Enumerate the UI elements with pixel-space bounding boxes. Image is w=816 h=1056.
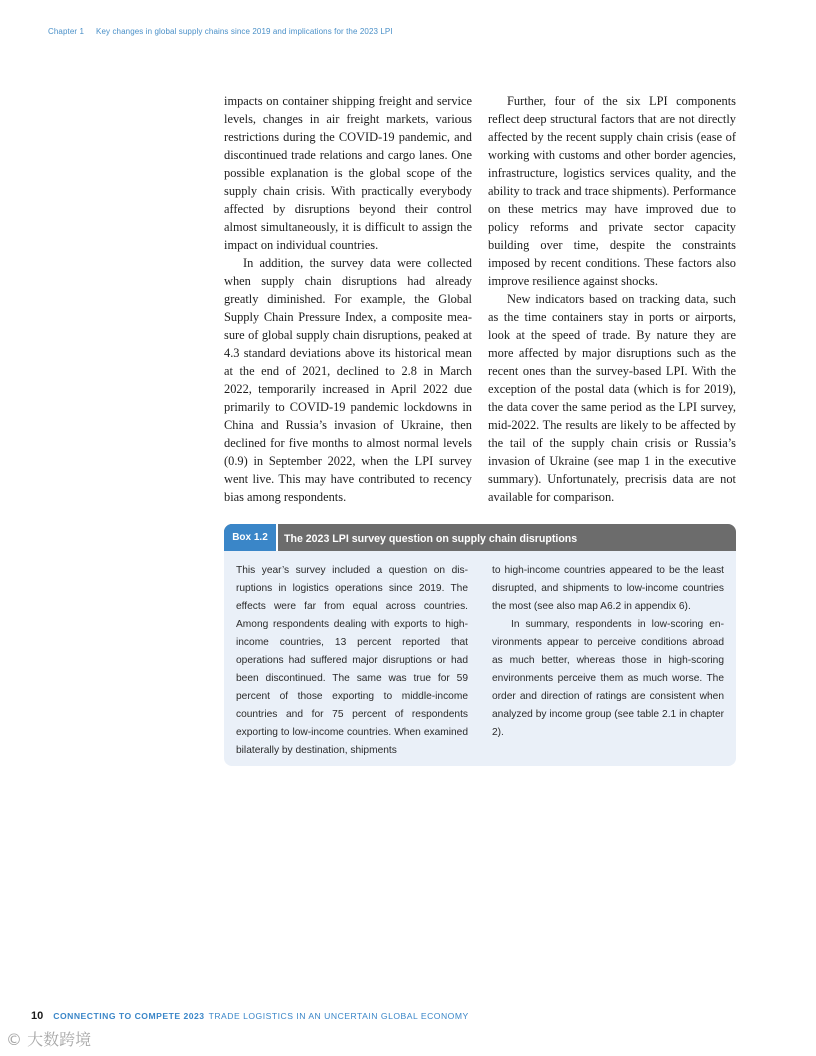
box-paragraph: This year’s survey included a question on disruptions in logistics operations since 2019. The effects were far from equal across countries. Among respondents dealing with exports to high-income countries, 13 percent reported that operations had suffered major disruptions or had been discontinued. The same was true for 59 percent of those exporting to middle-income countries and for 75 percent of respondents exporting to low-income countries. When examined bilaterally by destination, shipments [236, 565, 468, 756]
box-right-column [492, 562, 724, 742]
box-left-column [236, 562, 468, 760]
body-paragraph: New indicators based on tracking data, such as the time containers stay in ports or airports, look at the speed of trade. By nature they are more affected by major disruptions such as the recent ones than the survey-based LPI. With the exception of the postal data (which is for 2019), the data cover the same period as the LPI survey, mid-2022. The results are likely to be affected by the tail of the supply chain crisis or Russia’s invasion of Ukraine (see map 1 in the executive summary). Unfortunately, precrisis data are not available for comparison. [488, 292, 736, 504]
body-paragraph: impacts on container shipping freight and service levels, changes in air freight markets, various restrictions during the COVID-19 pandemic, and discontinued trade relations and cargo lanes. One possible explanation is the global scope of the supply chain crisis. With practically everybody affected by disruptions beyond their control almost simultaneously, it is difficult to assign the impact on individual countries. [224, 94, 472, 252]
chapter-title: Key changes in global supply chains since 2019 and implications for the 2023 LPI [96, 27, 393, 36]
publication-subtitle: TRADE LOGISTICS IN AN UNCERTAIN GLOBAL ECONOMY [208, 1011, 469, 1021]
chapter-label: Chapter 1 [48, 27, 85, 36]
body-paragraph: In addition, the survey data were collected when supply chain disruptions had already greatly diminished. For example, the Global Supply Chain Pressure Index, a composite measure of global supply chain disruptions, peaked at 4.3 standard deviations above its historical mean at the end of 2021, declined to 2.8 in March 2022, temporarily increased in April 2022 due primarily to COVID-19 pandemic lockdowns in China and Russia’s invasion of Ukraine, then declined for five months to almost normal levels (0.9) in September 2022, when the LPI survey went live. This may have contributed to recency bias among respondents. [224, 256, 472, 504]
box-paragraph: In summary, respondents in low-scoring environments appear to perceive conditions abroad as much better, whereas those in high-scoring environments perceive them as much worse. The order and direction of ratings are consistent when analyzed by income group (see table 2.1 in chapter 2). [492, 619, 724, 738]
box-header-divider [276, 524, 278, 551]
sidebar-box [224, 524, 736, 766]
publication-title: CONNECTING TO COMPETE 2023 [53, 1011, 205, 1021]
box-header [224, 524, 736, 551]
box-number-tag: Box 1.2 [224, 524, 276, 551]
running-head [48, 27, 393, 36]
left-body-column [224, 92, 472, 506]
box-paragraph: to high-income countries appeared to be the least disrupted, and shipments to low-income countries the most (see also map A6.2 in appendix 6). [492, 565, 724, 612]
body-paragraph: Further, four of the six LPI components reflect deep structural factors that are not directly affected by the recent supply chain crisis (ease of working with customs and other border agencies, infrastructure, logistics services quality, and the ability to track and trace shipments). Performance on these metrics may have improved due to policy reforms and private sector capacity building over time, despite the constraints imposed by recent conditions. These factors also improve resilience against shocks. [488, 94, 736, 288]
watermark: © 大数跨境 [6, 1030, 92, 1049]
page-footer [31, 1006, 469, 1024]
page-number: 10 [31, 1010, 44, 1022]
box-title: The 2023 LPI survey question on supply chain disruptions [284, 533, 578, 545]
right-body-column [488, 92, 736, 506]
